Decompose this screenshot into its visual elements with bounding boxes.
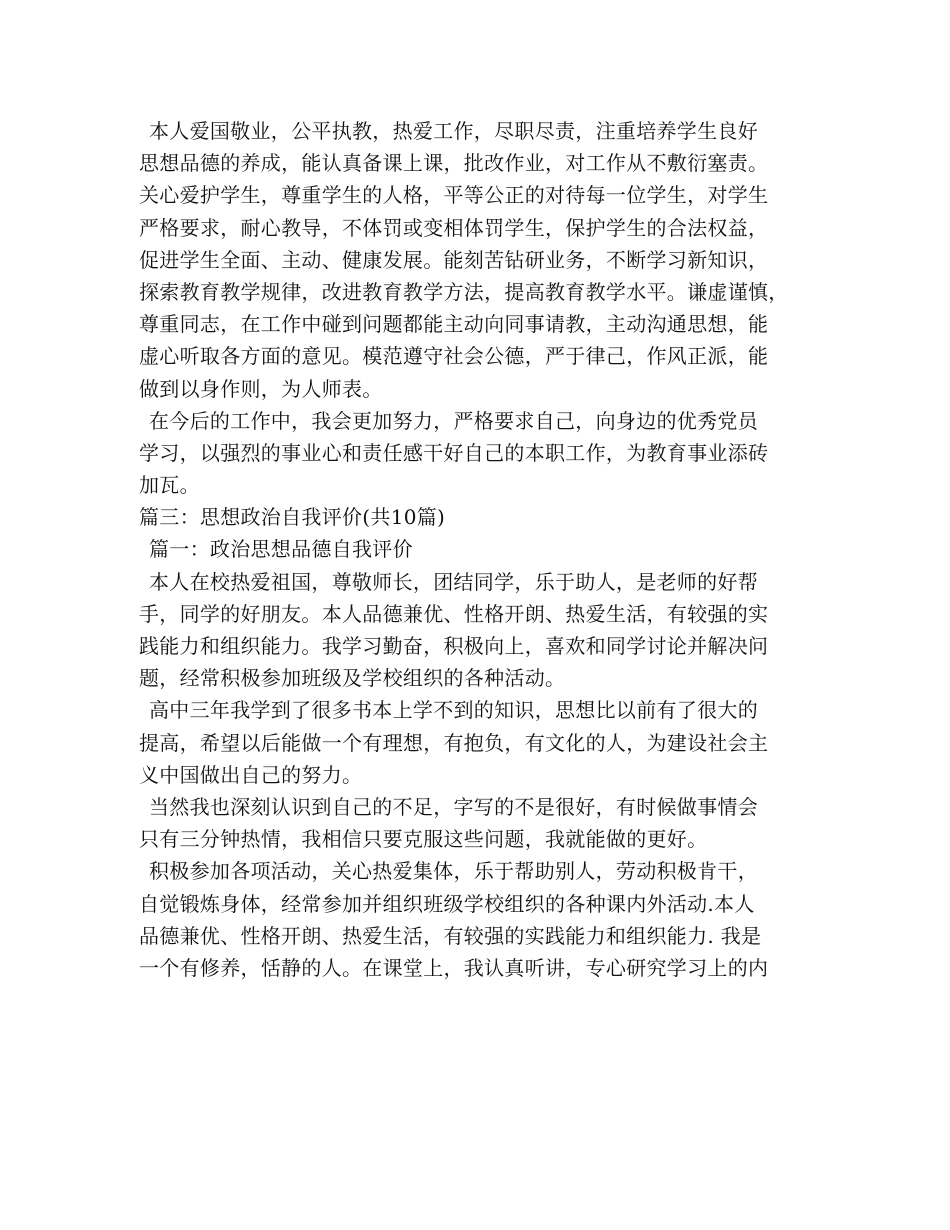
text-line: 篇一：政治思想品德自我评价 [149, 537, 413, 562]
text-line: 品德兼优、性格开朗、热爱生活，有较强的实践能力和组织能力. 我是 [139, 923, 762, 948]
text-line: 践能力和组织能力。我学习勤奋，积极向上，喜欢和同学讨论并解决问 [139, 634, 769, 658]
text-line: 高中三年我学到了很多书本上学不到的知识，思想比以前有了很大的 [149, 698, 758, 723]
text-line: 自觉锻炼身体，经常参加并组织班级学校组织的各种课内外活动.本人 [139, 891, 755, 916]
text-line: 关心爱护学生，尊重学生的人格，平等公正的对待每一位学生，对学生 [139, 183, 769, 208]
text-line: 严格要求，耐心教导，不体罚或变相体罚学生，保护学生的合法权益， [139, 215, 769, 240]
document-page [139, 115, 839, 984]
text-line: 本人爱国敬业，公平执教，热爱工作，尽职尽责，注重培养学生良好 [149, 119, 758, 143]
text-line: 加瓦。 [139, 473, 200, 498]
text-line: 尊重同志，在工作中碰到问题都能主动向同事请教，主动沟通思想，能 [139, 312, 769, 337]
text-line: 本人在校热爱祖国，尊敬师长，团结同学，乐于助人，是老师的好帮 [149, 569, 758, 594]
text-line: 思想品德的养成，能认真备课上课，批改作业，对工作从不敷衍塞责。 [139, 151, 769, 176]
text-line: 提高，希望以后能做一个有理想，有抱负，有文化的人，为建设社会主 [139, 730, 769, 755]
text-line: 做到以身作则，为人师表。 [139, 376, 383, 401]
text-line: 义中国做出自己的努力。 [139, 762, 363, 787]
text-line: 题，经常积极参加班级及学校组织的各种活动。 [139, 666, 566, 691]
text-line: 积极参加各项活动，关心热爱集体，乐于帮助别人，劳动积极肯干， [149, 859, 758, 884]
text-line: 促进学生全面、主动、健康发展。能刻苦钻研业务，不断学习新知识， [139, 247, 769, 272]
text-line: 当然我也深刻认识到自己的不足，字写的不是很好，有时候做事情会 [149, 794, 758, 819]
text-line: 一个有修养，恬静的人。在课堂上，我认真听讲，专心研究学习上的内 [139, 955, 769, 980]
text-line: 在今后的工作中，我会更加努力，严格要求自己，向身边的优秀党员 [149, 408, 758, 433]
document-body [139, 115, 839, 984]
text-line: 学习，以强烈的事业心和责任感干好自己的本职工作，为教育事业添砖 [139, 440, 769, 465]
text-line: 手，同学的好朋友。本人品德兼优、性格开朗、热爱生活，有较强的实 [139, 601, 769, 626]
text-line: 探索教育教学规律，改进教育教学方法，提高教育教学水平。谦虚谨慎， [139, 279, 789, 304]
text-line: 篇三：思想政治自我评价(共10篇) [139, 505, 446, 530]
text-line: 只有三分钟热情，我相信只要克服这些问题，我就能做的更好。 [139, 827, 708, 852]
text-line: 虚心听取各方面的意见。模范遵守社会公德，严于律己，作风正派，能 [139, 344, 769, 369]
